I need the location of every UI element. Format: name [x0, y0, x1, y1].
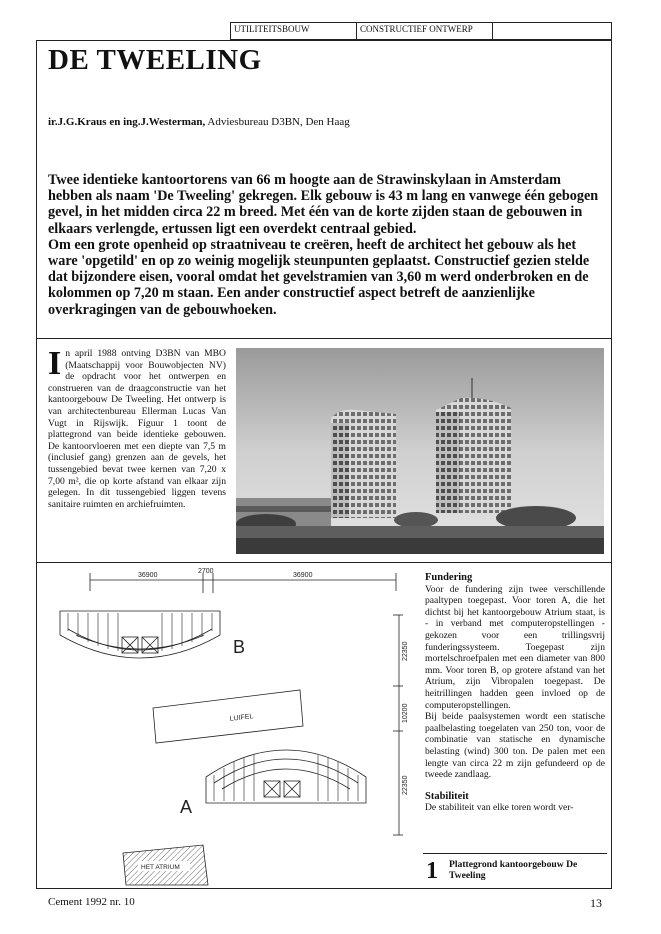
stabiliteit-heading: Stabiliteit — [425, 790, 469, 802]
dim-v1: 22350 — [402, 641, 409, 661]
category-utiliteitsbouw: UTILITEITSBOUW — [231, 23, 357, 39]
tower-b-plan — [60, 611, 220, 658]
atrium-label: HET ATRIUM — [141, 864, 180, 871]
figure-caption — [423, 857, 607, 883]
intro-column — [48, 345, 226, 510]
dim-v3: 22350 — [402, 775, 409, 795]
authors-names: ir.J.G.Kraus en ing.J.Westerman, — [48, 116, 206, 128]
lead-p2: Om een grote openheid op straatniveau te creëren, heeft de architect het gebouw als het ware 'opgetild' en op zo weinig mogelijk steunpunten geplaatst. Constructief gezien stelde dat bijzondere eisen, vooral omdat het gevelstramien van 3,60 m werd onderbroken en de kolommen op 7,20 m staan. Een ander constructief aspect betreft de aanzienlijke overkragingen van de gebouwhoeken. — [48, 236, 590, 318]
fundering-heading: Fundering — [425, 572, 473, 583]
authors-line — [48, 116, 350, 128]
intro-text: n april 1988 ontving D3BN van MBO (Maatschappij voor Bouwobjecten NV) de opdracht voor het ontwerpen en construeren van de draagconstructie van het kantoorgebouw De Tweeling. Het ontwerp is van architectenbureau Ellerman Lucas Van Vugt in Rijswijk. Figuur 1 toont de plattegrond van beide identieke gebouwen. De kantoorvloeren met een diepte van 7,5 m (inclusief gang) grenzen aan de gevels, het tussengebied bevat twee kernen van 7,20 x 7,00 m², die op korte afstand van elkaar zijn gelegen. In dit tussengebied liggen tevens sanitaire ruimten en archiefruimten. — [48, 348, 226, 510]
tower-a-label: A — [180, 797, 193, 817]
luifel-canopy — [153, 690, 303, 743]
dim-right: 36900 — [293, 572, 313, 579]
fundering-text-2: Bij beide paalsystemen wordt een statische paalbelasting toegelaten van 250 ton, voor de combinatie van statische en dynamische belasting (wind) 300 ton. De palen met een lengte van circa 22 m zijn gefundeerd op de tweede zandlaag. — [425, 711, 605, 781]
lead-p1: Twee identieke kantoortorens van 66 m hoogte aan de Strawinskylaan in Amsterdam hebben als naam 'De Tweeling' gekregen. Elk gebouw is 43 m lang en vanwege één gebogen gevel, in het midden circa 22 m breed. Met één van de korte zijden staan de gebouwen in elkaars verlengde, ertussen ligt een overdekt centraal gebied. — [48, 172, 599, 237]
dropcap: I — [48, 345, 62, 382]
caption-divider — [423, 853, 607, 854]
journal-info: Cement 1992 nr. 10 — [48, 896, 135, 908]
figure-number: 1 — [426, 858, 438, 884]
dim-v2: 10200 — [402, 703, 409, 723]
dim-mid: 2700 — [198, 568, 214, 575]
stabiliteit-text: De stabiliteit van elke toren wordt ver- — [425, 802, 574, 814]
divider-lead — [36, 338, 611, 339]
tower-photo-illustration — [236, 348, 604, 554]
right-column — [425, 572, 605, 814]
floor-plan-drawing — [38, 563, 421, 886]
category-bar — [230, 22, 612, 40]
floor-plan-figure — [38, 563, 421, 886]
category-constructief-ontwerp: CONSTRUCTIEF ONTWERP — [357, 23, 493, 39]
category-empty — [493, 23, 611, 39]
dim-left: 36900 — [138, 572, 158, 579]
luifel-label: LUIFEL — [229, 713, 254, 723]
figure-caption-text: Plattegrond kantoorgebouw De Tweeling — [449, 859, 578, 881]
tower-a-plan — [206, 750, 366, 803]
fundering-text: Voor de fundering zijn twee verschillende paaltypen toegepast. Voor toren A, die het dichtst bij het kantoorgebouw Atrium staat, is - in verband met computeropstellingen - gekozen voor een trillingsvrij funderingssysteem. Toegepast zijn mortelschroefpalen met een diameter van 800 mm. Voor toren B, op grotere afstand van het Atrium, zijn Vibropalen toegepast. De heitrillingen hadden geen invloed op de computeropstellingen. — [425, 583, 605, 711]
tower-photo — [236, 348, 604, 554]
page-title: DE TWEELING — [48, 44, 262, 76]
lead-paragraph — [48, 172, 608, 318]
authors-affiliation: Adviesbureau D3BN, Den Haag — [205, 116, 350, 128]
tower-b-label: B — [233, 637, 246, 657]
page-number: 13 — [590, 896, 602, 910]
